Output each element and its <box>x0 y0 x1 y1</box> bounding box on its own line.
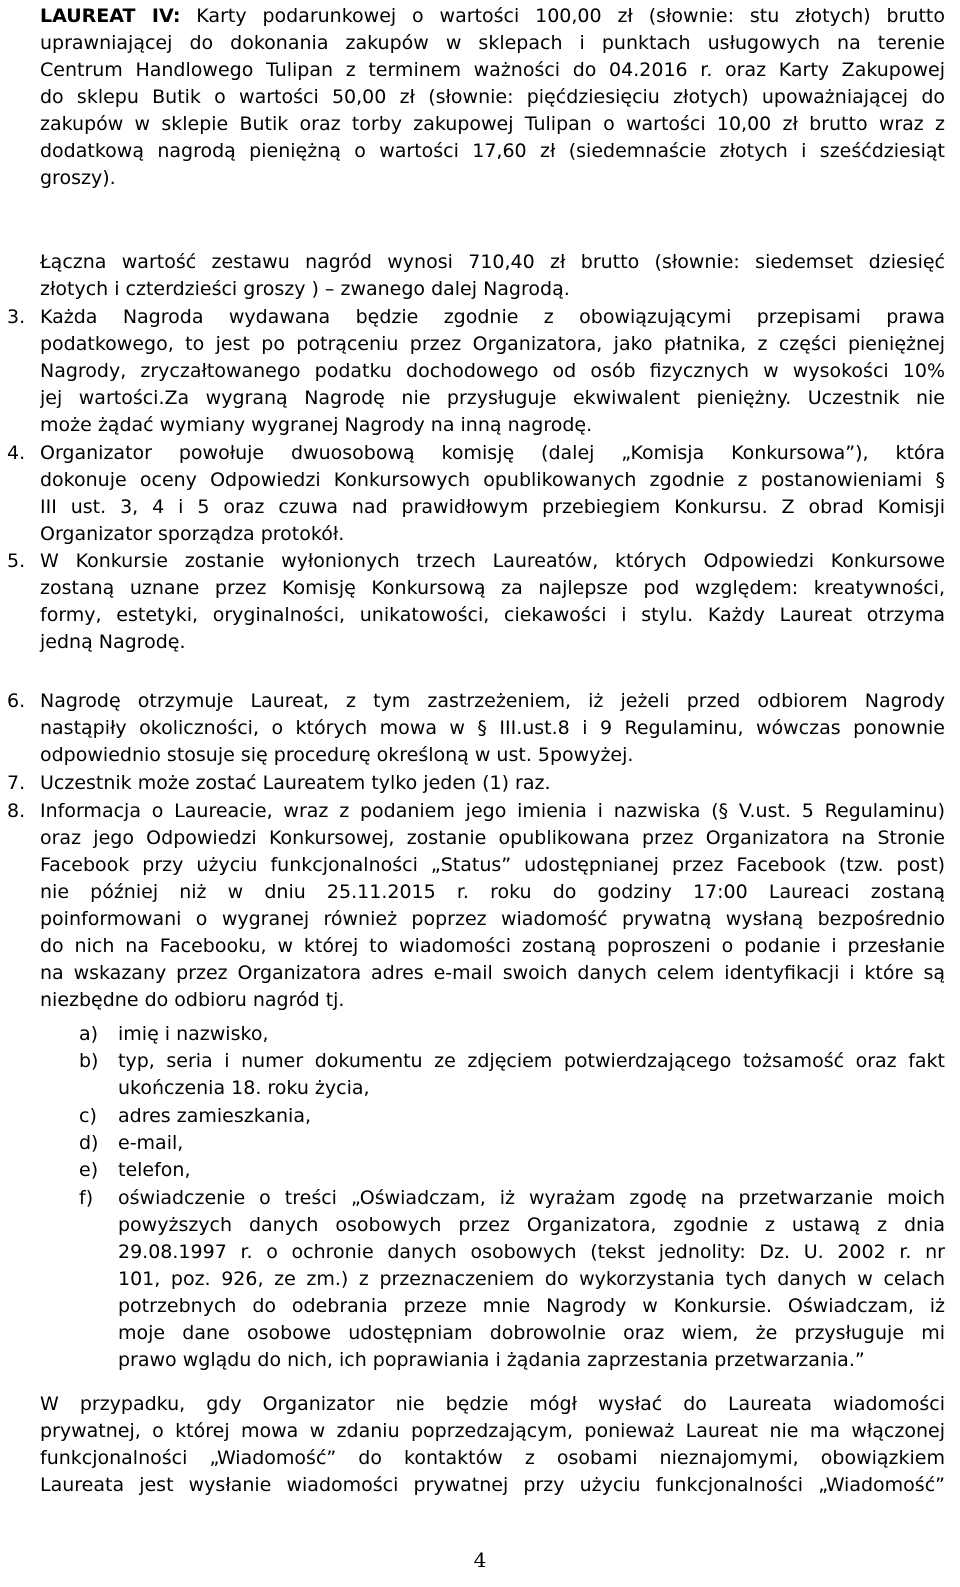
item-line: Uczestnik może zostać Laureatem tylko jeden (1) raz. <box>40 772 551 794</box>
subitem-line: e-mail, <box>118 1132 184 1154</box>
item-line: jej wartości.Za wygraną Nagrodę nie przysługuje ekwiwalent pieniężny. Uczestnik nie <box>40 387 945 409</box>
laureat-iv-line-7: groszy). <box>40 167 116 189</box>
item-number: 3. <box>7 306 26 328</box>
item-line: podatkowego, to jest po potrąceniu przez Organizatora, jako płatnika, z części pieniężnej <box>40 333 945 355</box>
laureat-iv-label: LAUREAT IV: <box>40 5 181 27</box>
item-line: Nagrodę otrzymuje Laureat, z tym zastrzeżeniem, iż jeżeli przed odbiorem Nagrody <box>40 690 945 712</box>
item-number: 7. <box>7 772 26 794</box>
total-line-2: złotych i czterdzieści groszy ) – zwanego dalej Nagrodą. <box>40 278 570 300</box>
item-number: 4. <box>7 442 26 464</box>
subitem-line: imię i nazwisko, <box>118 1023 269 1045</box>
item-line: na wskazany przez Organizatora adres e-mail swoich danych celem identyfikacji i które są <box>40 962 945 984</box>
laureat-iv-line-1: LAUREAT IV: Karty podarunkowej o wartości 100,00 zł (słownie: stu złotych) brutto <box>40 5 945 27</box>
item-line: zostaną uznane przez Komisję Konkursową za najlepsze pod względem: kreatywności, <box>40 577 945 599</box>
subitem-letter: b) <box>79 1050 99 1072</box>
item-line: Nagrody, zryczałtowanego podatku dochodowego od osób fizycznych w wysokości 10% <box>40 360 945 382</box>
item-line: Organizator powołuje dwuosobową komisję (dalej „Komisja Konkursowa”), która <box>40 442 945 464</box>
closing-line: funkcjonalności „Wiadomość” do kontaktów z osobami nieznajomymi, obowiązkiem <box>40 1447 945 1469</box>
item-number: 8. <box>7 800 26 822</box>
item-line: nie później niż w dniu 25.11.2015 r. roku do godziny 17:00 Laureaci zostaną <box>40 881 945 903</box>
subitem-line: oświadczenie o treści „Oświadczam, iż wyrażam zgodę na przetwarzanie moich <box>118 1187 945 1209</box>
laureat-iv-line-4: do sklepu Butik o wartości 50,00 zł (słownie: pięćdziesięciu złotych) upoważniającej do <box>40 86 945 108</box>
subitem-letter: e) <box>79 1159 99 1181</box>
subitem-letter: d) <box>79 1132 99 1154</box>
item-line: III ust. 3, 4 i 5 oraz czuwa nad prawidłowym przebiegiem Konkursu. Z obrad Komisji <box>40 496 945 518</box>
laureat-iv-line-5: zakupów w sklepie Butik oraz torby zakupowej Tulipan o wartości 10,00 zł brutto wraz z <box>40 113 945 135</box>
subitem-line: typ, seria i numer dokumentu ze zdjęciem potwierdzającego tożsamość oraz fakt <box>118 1050 945 1072</box>
laureat-iv-line-6: dodatkową nagrodą pieniężną o wartości 17,60 zł (siedemnaście złotych i sześćdziesiąt <box>40 140 945 162</box>
item-line: formy, estetyki, oryginalności, unikatowości, ciekawości i stylu. Każdy Laureat otrzyma <box>40 604 945 626</box>
subitem-line: potrzebnych do odebrania przeze mnie Nagrody w Konkursie. Oświadczam, iż <box>118 1295 945 1317</box>
item-line: Informacja o Laureacie, wraz z podaniem jego imienia i nazwiska (§ V.ust. 5 Regulaminu) <box>40 800 945 822</box>
item-line: dokonuje oceny Odpowiedzi Konkursowych opublikowanych zgodnie z postanowieniami § <box>40 469 945 491</box>
item-line: W Konkursie zostanie wyłonionych trzech Laureatów, których Odpowiedzi Konkursowe <box>40 550 945 572</box>
laureat-iv-line-2: uprawniającej do dokonania zakupów w sklepach i punktach usługowych na terenie <box>40 32 945 54</box>
laureat-iv-line-3: Centrum Handlowego Tulipan z terminem ważności do 04.2016 r. oraz Karty Zakupowej <box>40 59 945 81</box>
subitem-line: moje dane osobowe udostępniam dobrowolnie oraz wiem, że przysługuje mi <box>118 1322 945 1344</box>
subitem-line: prawo wglądu do nich, ich poprawiania i żądania zaprzestania przetwarzania.” <box>118 1349 865 1371</box>
total-line-1: Łączna wartość zestawu nagród wynosi 710,40 zł brutto (słownie: siedemset dziesięć <box>40 251 945 273</box>
subitem-line: telefon, <box>118 1159 191 1181</box>
subitem-line: 101, poz. 926, ze zm.) z przeznaczeniem do wykorzystania tych danych w celach <box>118 1268 945 1290</box>
item-line: Każda Nagroda wydawana będzie zgodnie z obowiązującymi przepisami prawa <box>40 306 945 328</box>
subitem-letter: c) <box>79 1105 97 1127</box>
item-number: 6. <box>7 690 26 712</box>
subitem-line: 29.08.1997 r. o ochronie danych osobowych (tekst jednolity: Dz. U. 2002 r. nr <box>118 1241 945 1263</box>
subitem-letter: a) <box>79 1023 99 1045</box>
item-line: jedną Nagrodę. <box>40 631 186 653</box>
closing-line: W przypadku, gdy Organizator nie będzie mógł wysłać do Laureata wiadomości <box>40 1393 945 1415</box>
item-line: nastąpiły okoliczności, o których mowa w § III.ust.8 i 9 Regulaminu, wówczas ponownie <box>40 717 945 739</box>
item-line: niezbędne do odbioru nagród tj. <box>40 989 345 1011</box>
subitem-line: ukończenia 18. roku życia, <box>118 1077 370 1099</box>
subitem-letter: f) <box>79 1187 94 1209</box>
item-number: 5. <box>7 550 26 572</box>
item-line: może żądać wymiany wygranej Nagrody na inną nagrodę. <box>40 414 593 436</box>
page-number: 4 <box>473 1548 487 1572</box>
item-line: odpowiednio stosuje się procedurę określoną w ust. 5powyżej. <box>40 744 634 766</box>
subitem-line: adres zamieszkania, <box>118 1105 312 1127</box>
item-line: do nich na Facebooku, w której to wiadomości zostaną poproszeni o podanie i przesłanie <box>40 935 945 957</box>
closing-line: Laureata jest wysłanie wiadomości prywatnej przy użyciu funkcjonalności „Wiadomość” <box>40 1474 945 1496</box>
closing-line: prywatnej, o której mowa w zdaniu poprzedzającym, ponieważ Laureat nie ma włączonej <box>40 1420 945 1442</box>
item-line: Organizator sporządza protokół. <box>40 523 345 545</box>
subitem-line: powyższych danych osobowych przez Organizatora, zgodnie z ustawą z dnia <box>118 1214 945 1236</box>
item-line: oraz jego Odpowiedzi Konkursowej, zostanie opublikowana przez Organizatora na Stronie <box>40 827 945 849</box>
item-line: Facebook przy użyciu funkcjonalności „Status” udostępnianej przez Facebook (tzw. post) <box>40 854 945 876</box>
item-line: poinformowani o wygranej również poprzez wiadomość prywatną wysłaną bezpośrednio <box>40 908 945 930</box>
